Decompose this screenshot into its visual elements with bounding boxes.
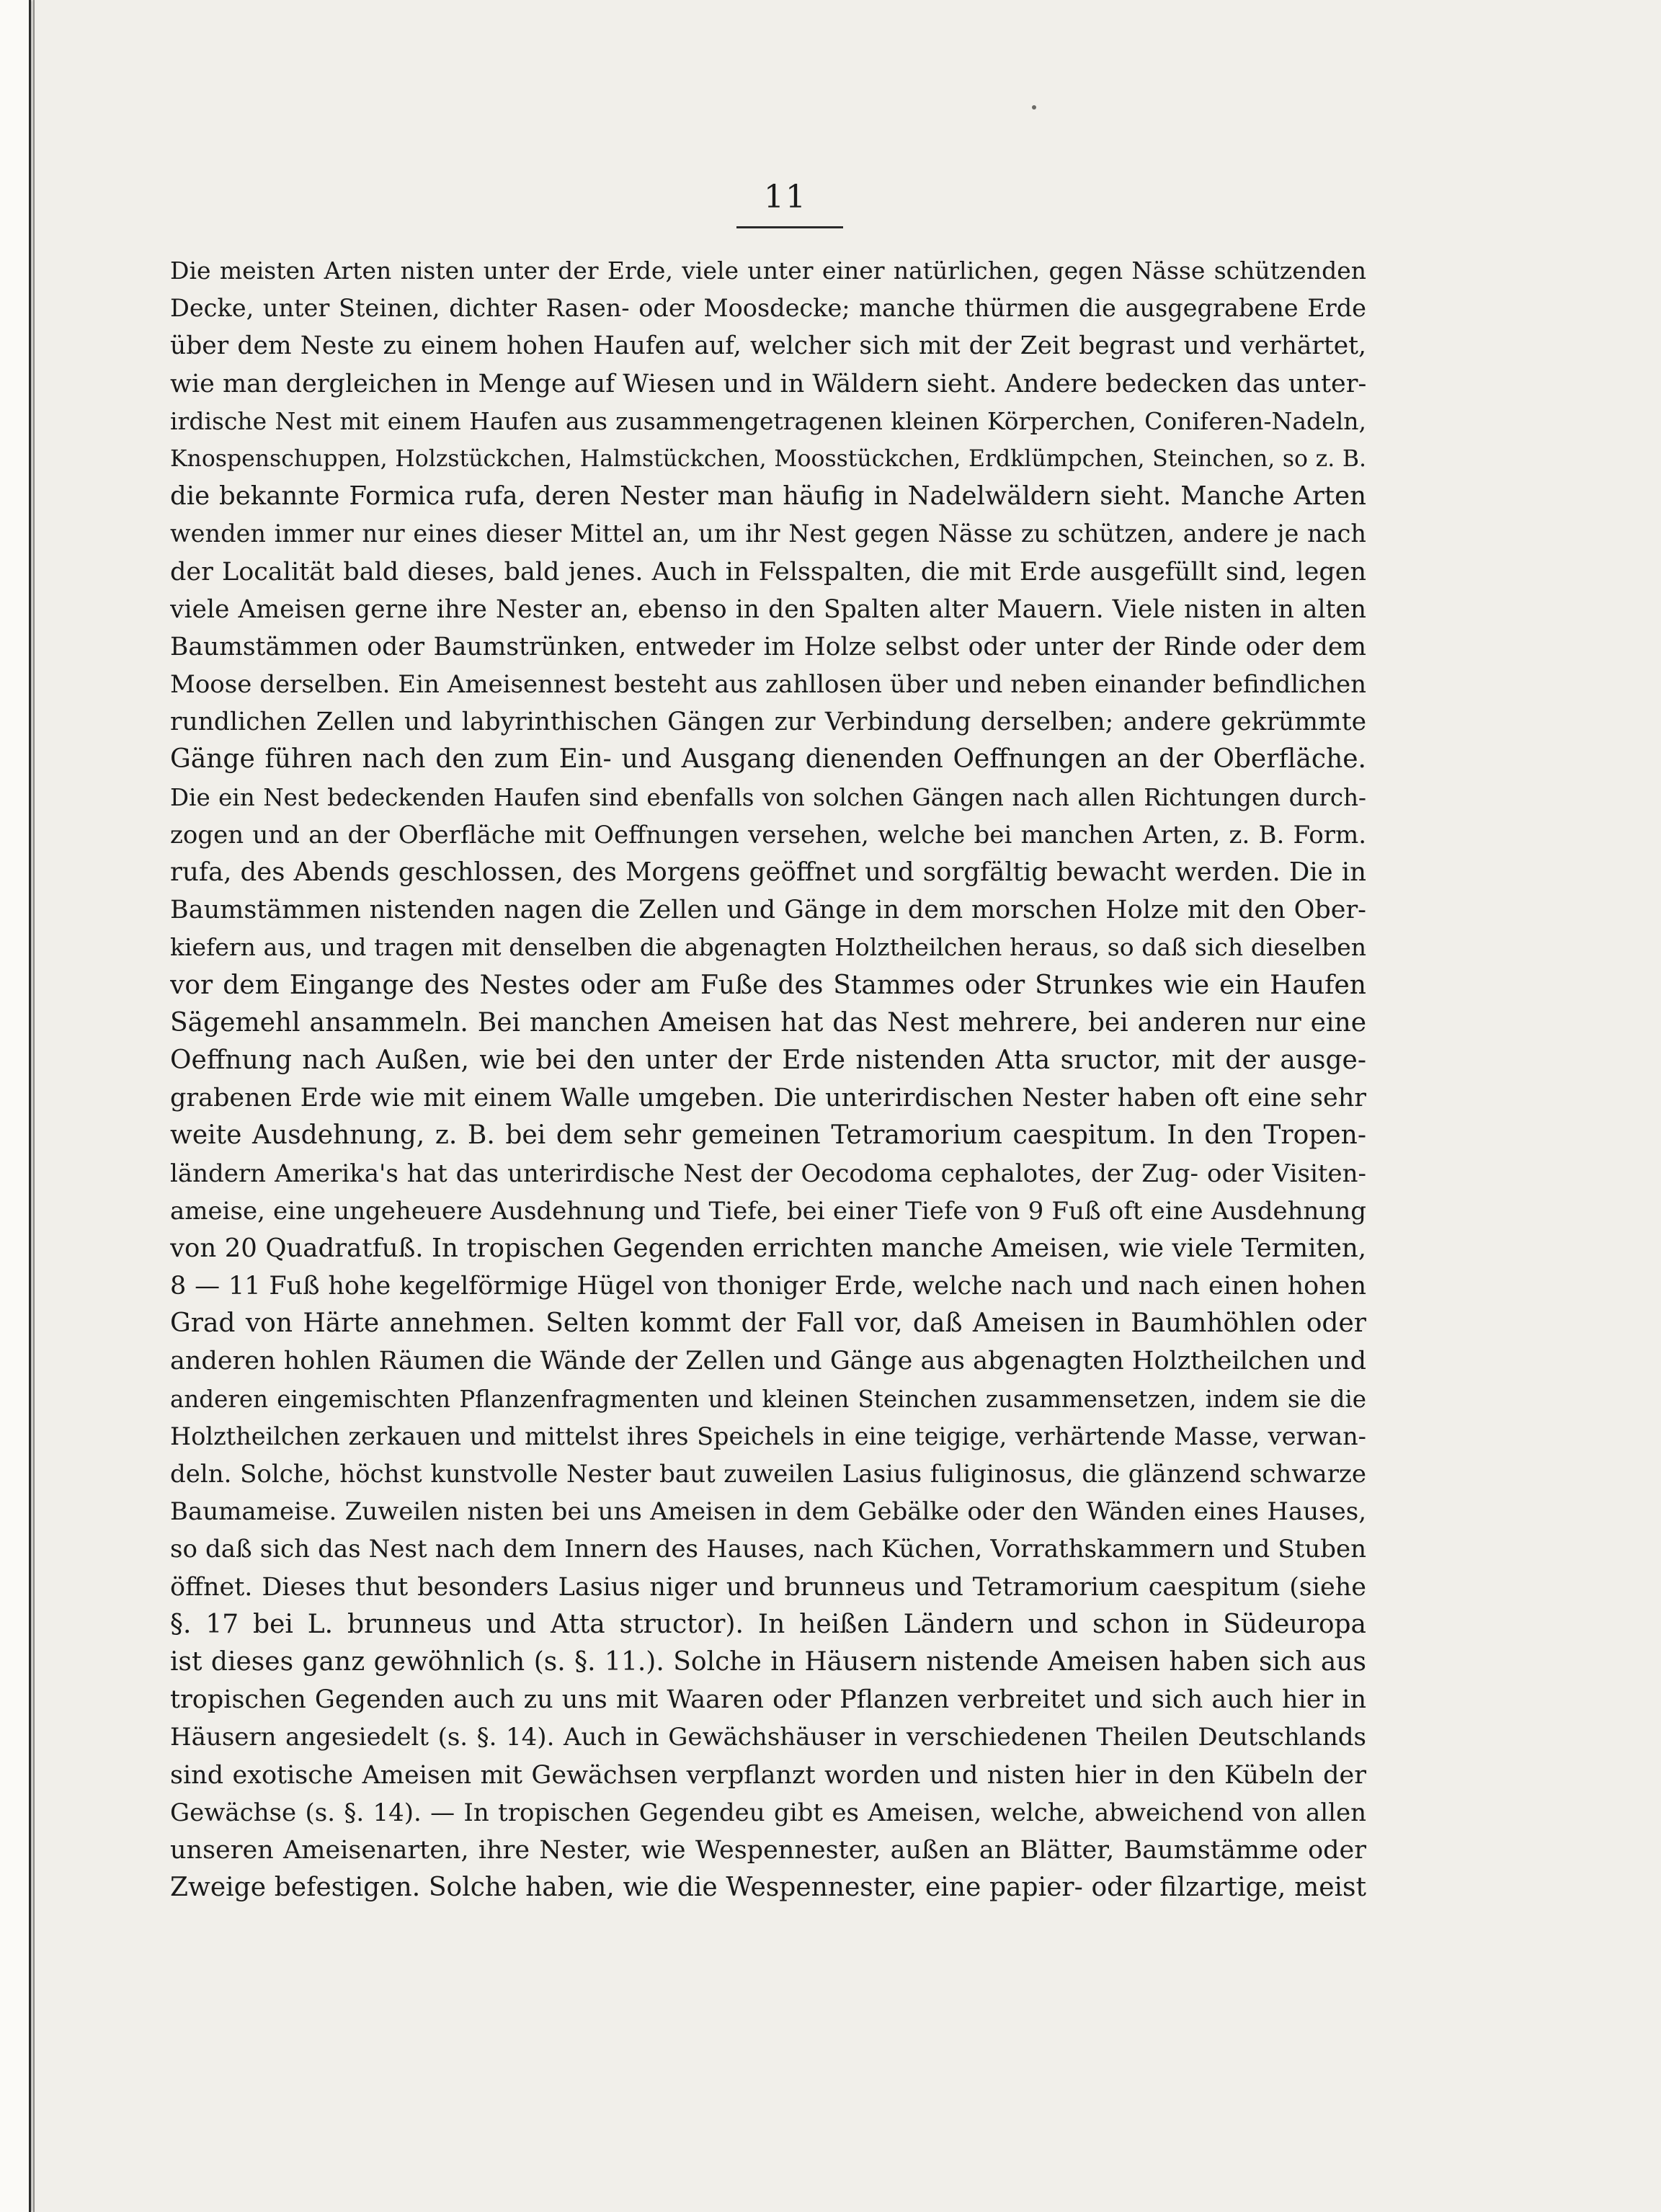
text-line: Häusern angesiedelt (s. §. 14). Auch in Gewächshäuser in verschiedenen Theilen Deutschlands (170, 1723, 1366, 1752)
text-line: Baumstämmen nistenden nagen die Zellen und Gänge in dem morschen Holze mit den Ober- (170, 896, 1366, 925)
body-text (170, 252, 1366, 1944)
page-binding-shadow (33, 0, 35, 2212)
text-line: Zweige befestigen. Solche haben, wie die Wespennester, eine papier- oder filzartige, meist (170, 1873, 1366, 1903)
text-line: von 20 Quadratfuß. In tropischen Gegenden errichten manche Ameisen, wie viele Termiten, (170, 1233, 1366, 1263)
text-line: ländern Amerika's hat das unterirdische Nest der Oecodoma cephalotes, der Zug- oder Visiten- (170, 1159, 1366, 1188)
text-line: kiefern aus, und tragen mit denselben die abgenagten Holztheilchen heraus, so daß sich dieselben (170, 933, 1366, 962)
text-line: Baumameise. Zuweilen nisten bei uns Ameisen in dem Gebälke oder den Wänden eines Hauses, (170, 1497, 1366, 1527)
text-line: unseren Ameisenarten, ihre Nester, wie Wespennester, außen an Blätter, Baumstämme oder (170, 1835, 1366, 1865)
text-line: Grad von Härte annehmen. Selten kommt der Fall vor, daß Ameisen in Baumhöhlen oder (170, 1308, 1366, 1339)
text-line: anderen hohlen Räumen die Wände der Zellen und Gänge aus abgenagten Holztheilchen und (170, 1347, 1366, 1376)
text-line: Die meisten Arten nisten unter der Erde, viele unter einer natürlichen, gegen Nässe schützenden (170, 257, 1366, 285)
text-line: §. 17 bei L. brunneus und Atta structor). In heißen Ländern und schon in Südeuropa (170, 1609, 1366, 1639)
text-line: zogen und an der Oberfläche mit Oeffnungen versehen, welche bei manchen Arten, z. B. Form. (170, 820, 1366, 849)
text-line: tropischen Gegenden auch zu uns mit Waaren oder Pflanzen verbreitet und sich auch hier in (170, 1685, 1366, 1715)
text-line (170, 1906, 1366, 1944)
page-binding-edge (0, 0, 31, 2212)
text-line: Oeffnung nach Außen, wie bei den unter der Erde nistenden Atta sructor, mit der ausge- (170, 1045, 1366, 1075)
ink-speck (1032, 105, 1036, 110)
text-line: vor dem Eingange des Nestes oder am Fuße des Stammes oder Strunkes wie ein Haufen (170, 970, 1366, 1000)
text-line: Gänge führen nach den zum Ein- und Ausgang dienenden Oeffnungen an der Oberfläche. (170, 744, 1366, 775)
text-line: weite Ausdehnung, z. B. bei dem sehr gemeinen Tetramorium caespitum. In den Tropen- (170, 1120, 1366, 1151)
text-line: deln. Solche, höchst kunstvolle Nester baut zuweilen Lasius fuliginosus, die glänzend schwarze (170, 1460, 1366, 1489)
text-line: ameise, eine ungeheuere Ausdehnung und Tiefe, bei einer Tiefe von 9 Fuß oft eine Ausdehnung (170, 1196, 1366, 1226)
text-line: 8 — 11 Fuß hohe kegelförmige Hügel von thoniger Erde, welche nach und nach einen hohen (170, 1272, 1366, 1301)
text-line: Gewächse (s. §. 14). — In tropischen Gegendeu gibt es Ameisen, welche, abweichend von allen (170, 1798, 1366, 1827)
text-line: Die ein Nest bedeckenden Haufen sind ebenfalls von solchen Gängen nach allen Richtungen durch- (170, 783, 1366, 811)
text-line: wenden immer nur eines dieser Mittel an, um ihr Nest gegen Nässe zu schützen, andere je nach (170, 519, 1366, 548)
text-line: Sägemehl ansammeln. Bei manchen Ameisen hat das Nest mehrere, bei anderen nur eine (170, 1007, 1366, 1038)
text-line: Decke, unter Steinen, dichter Rasen- oder Moosdecke; manche thürmen die ausgegrabene Erde (170, 294, 1366, 323)
page-number: 11 (764, 179, 807, 215)
text-line: irdische Nest mit einem Haufen aus zusammengetragenen kleinen Körperchen, Coniferen-Nadeln, (170, 406, 1366, 435)
text-line: rundlichen Zellen und labyrinthischen Gängen zur Verbindung derselben; andere gekrümmte (170, 708, 1366, 737)
text-line: wie man dergleichen in Menge auf Wiesen und in Wäldern sieht. Andere bedecken das unter- (170, 369, 1366, 398)
text-line: so daß sich das Nest nach dem Innern des Hauses, nach Küchen, Vorrathskammern und Stuben (170, 1535, 1366, 1564)
text-line: Moose derselben. Ein Ameisennest besteht aus zahllosen über und neben einander befindlichen (170, 670, 1366, 700)
text-line: rufa, des Abends geschlossen, des Morgens geöffnet und sorgfältig bewacht werden. Die in (170, 857, 1366, 887)
text-line: die bekannte Formica rufa, deren Nester man häufig in Nadelwäldern sieht. Manche Arten (170, 481, 1366, 512)
text-line: Knospenschuppen, Holzstückchen, Halmstückchen, Moosstückchen, Erdklümpchen, Steinchen, so z. B. (170, 445, 1366, 472)
text-line: der Localität bald dieses, bald jenes. Auch in Felsspalten, die mit Erde ausgefüllt sind, legen (170, 557, 1366, 587)
text-line: anderen eingemischten Pflanzenfragmenten und kleinen Steinchen zusammensetzen, indem sie die (170, 1385, 1366, 1413)
text-line: grabenen Erde wie mit einem Walle umgeben. Die unterirdischen Nester haben oft eine sehr (170, 1084, 1366, 1113)
text-line: öffnet. Dieses thut besonders Lasius niger und brunneus und Tetramorium caespitum (siehe (170, 1572, 1366, 1602)
page-number-rule (736, 226, 843, 228)
text-line: viele Ameisen gerne ihre Nester an, ebenso in den Spalten alter Mauern. Viele nisten in alten (170, 594, 1366, 624)
text-line: ist dieses ganz gewöhnlich (s. §. 11.). Solche in Häusern nistende Ameisen haben sich aus (170, 1646, 1366, 1677)
text-line: Holztheilchen zerkauen und mittelst ihres Speichels in eine teigige, verhärtende Masse, verwan- (170, 1422, 1366, 1450)
text-line: Baumstämmen oder Baumstrünken, entweder im Holze selbst oder unter der Rinde oder dem (170, 632, 1366, 661)
text-line: über dem Neste zu einem hohen Haufen auf, welcher sich mit der Zeit begrast und verhärtet, (170, 331, 1366, 361)
text-line: sind exotische Ameisen mit Gewächsen verpflanzt worden und nisten hier in den Kübeln der (170, 1760, 1366, 1790)
